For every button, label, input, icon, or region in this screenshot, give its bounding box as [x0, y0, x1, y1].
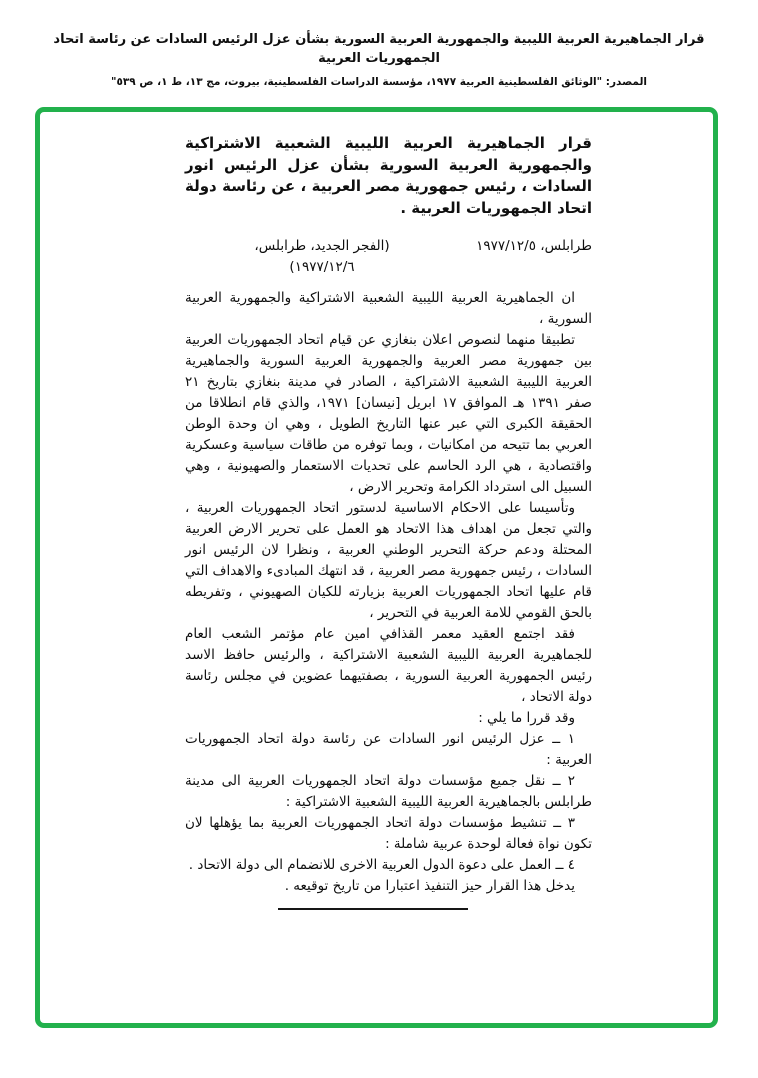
paragraph: ٣ ــ تنشيط مؤسسات دولة اتحاد الجمهوريات العربية بما يؤهلها لان تكون نواة فعالة لوحدة عربية شاملة : — [185, 815, 592, 852]
paragraph: يدخل هذا القرار حيز التنفيذ اعتبارا من تاريخ توقيعه . — [284, 878, 575, 894]
dateline-newspaper-ref: (الفجر الجديد، طرابلس، ١٩٧٧/١٢/٦) — [254, 238, 390, 275]
paragraph: وتأسيسا على الاحكام الاساسية لدستور اتحاد الجمهوريات العربية ، والتي تجعل من اهداف هذا الاتحاد هو العمل على تحرير الارض العربية المحتلة ودعم حركة التحرير الوطني العربية ، ونظرا لان الرئيس انور السادات ، رئيس جمهورية مصر العربية ، قد انتهك المبادىء والاهداف التي قام عليها اتحاد الجمهوريات العربية بزيارته للكيان الصهيوني ، وتفريطه بالحق القومي للامة العربية في التحرير ، — [185, 500, 592, 621]
decree-title: قرار الجماهيرية العربية الليبية الشعبية الاشتراكية والجمهورية العربية السورية بشأن عزل الرئيس انور السادات ، رئيس جمهورية مصر العربية ، عن رئاسة دولة اتحاد الجمهوريات العربية . — [185, 134, 592, 217]
decree-document — [185, 133, 592, 910]
paragraph: وقد قررا ما يلي : — [478, 710, 575, 726]
paragraph: تطبيقا منهما لنصوص اعلان بنغازي عن قيام اتحاد الجمهوريات العربية بين جمهورية مصر العربية والجمهورية العربية السورية والجماهيرية العربية الليبية الشعبية الاشتراكية ، الصادر في مدينة بنغازي بتاريخ ٢١ صفر ١٣٩١ هـ الموافق ١٧ ابريل [نيسان] ١٩٧١، والذي قام انطلاقا من الحقيقة الكبرى التي عبر عنها التاريخ الطويل ، وهي ان وحدة الوطن العربي بما تتيحه من امكانيات ، وبما توفره من طاقات سياسية وعسكرية واقتصادية ، هي الرد الحاسم على تحديات الاستعمار والصهيونية ، وهي السبيل الى استرداد الكرامة وتحرير الارض ، — [185, 332, 592, 495]
dateline — [185, 236, 592, 278]
page-header — [0, 30, 758, 90]
page-title: قرار الجماهيرية العربية الليبية والجمهورية العربية السورية بشأن عزل الرئيس السادات عن رئاسة اتحاد الجمهوريات العربية — [53, 32, 705, 66]
paragraph: ١ ــ عزل الرئيس انور السادات عن رئاسة دولة اتحاد الجمهوريات العربية : — [185, 731, 592, 768]
paragraph: ٤ ــ العمل على دعوة الدول العربية الاخرى للانضمام الى دولة الاتحاد . — [188, 857, 575, 873]
document-frame — [35, 107, 718, 1028]
paragraph: فقد اجتمع العقيد معمر القذافي امين عام مؤتمر الشعب العام للجماهيرية العربية الليبية الشعبية الاشتراكية ، والرئيس حافظ الاسد رئيس الجمهورية العربية السورية ، بصفتيهما عضوين في مجلس رئاسة دولة الاتحاد ، — [185, 626, 592, 705]
decree-body — [185, 288, 592, 897]
paragraph: ان الجماهيرية العربية الليبية الشعبية الاشتراكية والجمهورية العربية السورية ، — [185, 290, 592, 327]
dateline-place-date: طرابلس، ١٩٧٧/١٢/٥ — [476, 238, 592, 254]
source-citation: المصدر: "الوثائق الفلسطينية العربية ١٩٧٧، مؤسسة الدراسات الفلسطينية، بيروت، مج ١٣، ط ١، ص ٥٣٩" — [110, 76, 647, 88]
end-divider — [278, 908, 468, 910]
paragraph: ٢ ــ نقل جميع مؤسسات دولة اتحاد الجمهوريات العربية الى مدينة طرابلس بالجماهيرية العربية الليبية الشعبية الاشتراكية : — [185, 773, 592, 810]
